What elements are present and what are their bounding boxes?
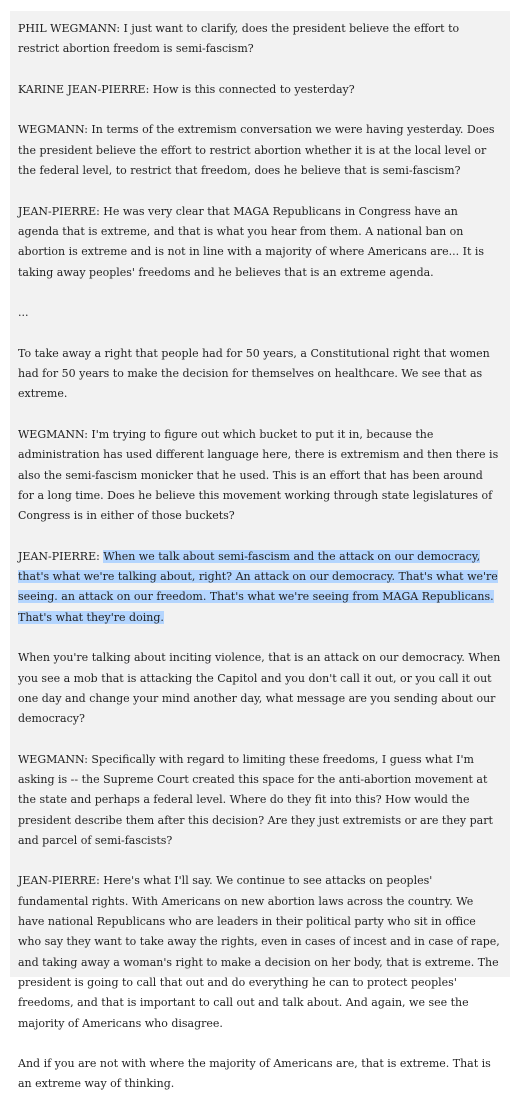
transcript-paragraph-8: [18, 547, 502, 628]
speaker-label: JEAN-PIERRE:: [18, 549, 104, 563]
transcript-paragraph-9: When you're talking about inciting violence, that is an attack on our democracy. When you see a mob that is attacking the Capitol and you don't call it out, or you call it out one day and change your mind another day, what message are you sending about our democracy?: [18, 651, 501, 726]
transcript-paragraph-11: JEAN-PIERRE: Here's what I'll say. We continue to see attacks on peoples' fundamental rights. With Americans on new abortion laws across the country. We have national Republicans who are leaders in their political party who sit in office who say they want to take away the rights, even in cases of incest and in case of rape, and taking away a woman's right to make a decision on her body, that is extreme. The president is going to call that out and do everything he can to protect peoples' freedoms, and that is important to call out and talk about. And again, we see the majority of Americans who disagree.: [18, 874, 500, 1030]
transcript-document: [10, 11, 510, 1091]
transcript-paragraph-3: WEGMANN: In terms of the extremism conversation we were having yesterday. Does the president believe the effort to restrict abortion whether it is at the local level or the federal level, to restrict that freedom, does he believe that is semi-fascism?: [18, 123, 495, 178]
transcript-paragraph-7: WEGMANN: I'm trying to figure out which bucket to put it in, because the administration has used different language here, there is extremism and then there is also the semi-fascism monicker that he used. This is an effort that has been around for a long time. Does he believe this movement working through state legislatures of Congress is in either of those buckets?: [18, 427, 499, 523]
transcript-paragraph-10: WEGMANN: Specifically with regard to limiting these freedoms, I guess what I'm asking is -- the Supreme Court created this space for the anti-abortion movement at the state and perhaps a federal level. Where do they fit into this? How would the president describe them after this decision? Are they just extremists or are they part and parcel of semi-fascists?: [18, 752, 493, 847]
transcript-paragraph-12: And if you are not with where the majority of Americans are, that is extreme. That is an extreme way of thinking.: [18, 1057, 491, 1091]
transcript-paragraph-1: PHIL WEGMANN: I just want to clarify, does the president believe the effort to restrict abortion freedom is semi-fascism?: [18, 22, 460, 56]
transcript-paragraph-2: KARINE JEAN-PIERRE: How is this connected to yesterday?: [18, 82, 355, 96]
highlighted-selection[interactable]: When we talk about semi-fascism and the attack on our democracy, that's what we're talking about, right? An attack on our democracy. That's what we're seeing. an attack on our freedom. That's what we're seeing from MAGA Republicans. That's what they're doing.: [18, 549, 498, 624]
transcript-ellipsis: ...: [18, 306, 29, 320]
transcript-paragraph-6: To take away a right that people had for 50 years, a Constitutional right that women had for 50 years to make the decision for themselves on healthcare. We see that as extreme.: [18, 346, 490, 401]
transcript-paragraph-4: JEAN-PIERRE: He was very clear that MAGA Republicans in Congress have an agenda that is extreme, and that is what you hear from them. A national ban on abortion is extreme and is not in line with a majority of where Americans are... It is taking away peoples' freedoms and he believes that is an extreme agenda.: [18, 204, 485, 279]
